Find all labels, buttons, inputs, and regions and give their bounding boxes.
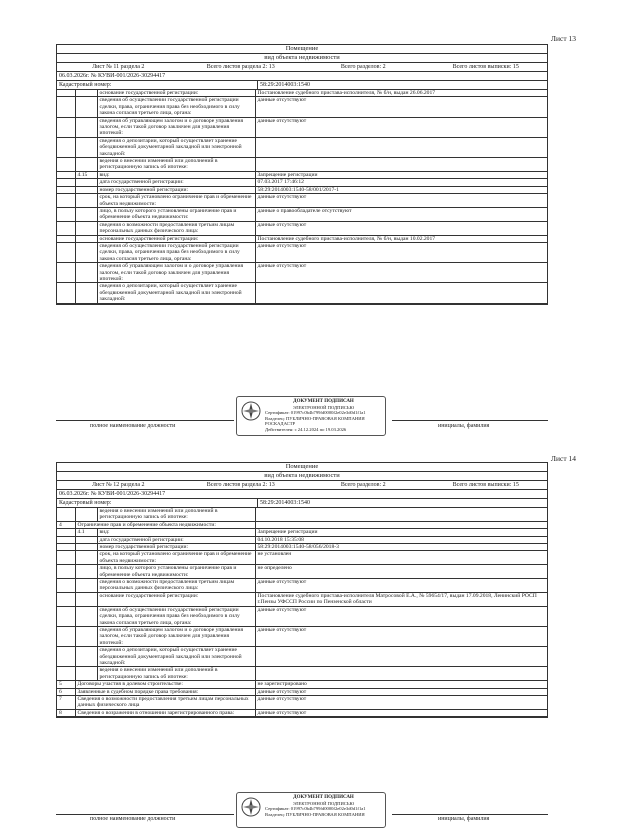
table-row xyxy=(57,179,547,186)
value-cell: данные отсутствуют xyxy=(255,194,547,208)
stamp-owner: Владелец: ПУБЛИЧНО-ПРАВОВАЯ КОМПАНИЯ xyxy=(265,811,365,817)
e-signature-stamp xyxy=(236,792,386,828)
field-label-cell: срок, на который установлено ограничение прав и обременение объекта недвижимости: xyxy=(97,551,255,565)
value-cell xyxy=(255,508,547,521)
value-cell: Запрещение регистрации xyxy=(255,171,547,178)
signature-position-label: полное наименование должности xyxy=(90,423,176,429)
section-number-cell xyxy=(57,536,75,543)
table-row xyxy=(57,606,547,626)
section-total: Всего листов раздела 2: 13 xyxy=(206,64,275,70)
table-row xyxy=(57,626,547,646)
field-label-cell: сведения об управляющем залогом и о договоре управления залогом, если такой договор заключен для управления ипотекой: xyxy=(97,263,255,283)
table-row xyxy=(57,235,547,242)
field-label-cell: ведения о внесении изменений или дополнений в регистрационную запись об ипотеке: xyxy=(97,158,255,172)
section-number-cell xyxy=(57,207,75,221)
field-label-cell: сведения об осуществлении государственной регистрации сделки, права, ограничения права без необходимого в силу закона согласия третьего лица, органа: xyxy=(97,606,255,626)
extract-reference: 06.03.2026г. № КУВИ-001/2026-30294417 xyxy=(57,490,547,499)
entry-number-cell xyxy=(75,579,97,593)
cadastral-number: 58:29:2014003:1540 xyxy=(260,82,311,88)
signature-line-left xyxy=(56,420,234,421)
value-cell xyxy=(255,667,547,681)
section-number-cell: 8 xyxy=(57,709,75,716)
value-cell: данные о правообладателе отсутствуют xyxy=(255,207,547,221)
section-total: Всего листов раздела 2: 13 xyxy=(206,482,275,488)
entry-number-cell xyxy=(75,179,97,186)
value-cell xyxy=(255,647,547,667)
extract-page xyxy=(56,462,548,718)
section-number-cell xyxy=(57,263,75,283)
entry-number-cell xyxy=(75,207,97,221)
entry-number-cell xyxy=(75,283,97,303)
field-label-cell: сведения о депозитарии, который осуществляет хранение обездвиженной документарной закладной или электронной закладной: xyxy=(97,283,255,303)
table-row xyxy=(57,207,547,221)
entry-number-cell xyxy=(75,667,97,681)
field-label-cell: основание государственной регистрации: xyxy=(97,90,255,97)
table-row xyxy=(57,688,547,695)
field-label-cell: сведения об управляющем залогом и о договоре управления залогом, если такой договор заключен для управления ипотекой: xyxy=(97,117,255,137)
entry-number-cell xyxy=(75,194,97,208)
value-cell: данные отсутствуют xyxy=(255,709,547,716)
entry-number-cell xyxy=(75,551,97,565)
cadastral-row xyxy=(57,499,547,508)
sheet-number: Лист 13 xyxy=(550,34,576,43)
field-label-cell: основание государственной регистрации: xyxy=(97,592,255,606)
table-row xyxy=(57,529,547,536)
value-cell: не установлен xyxy=(255,551,547,565)
section-number-cell xyxy=(57,179,75,186)
entry-number-cell: 4.1 xyxy=(75,529,97,536)
entry-number-cell xyxy=(75,117,97,137)
signature-name-label: инициалы, фамилия xyxy=(438,423,490,429)
value-cell: данные отсутствуют xyxy=(255,626,547,646)
value-cell: данные отсутствуют xyxy=(255,263,547,283)
entry-number-cell xyxy=(75,592,97,606)
value-cell: данные отсутствуют xyxy=(255,606,547,626)
field-label-cell: ведения о внесении изменений или дополнений в регистрационную запись об ипотеке: xyxy=(97,508,255,521)
table-row xyxy=(57,221,547,235)
entry-number-cell xyxy=(75,90,97,97)
field-label-cell: дата государственной регистрации: xyxy=(97,536,255,543)
stamp-owner-name: РОСКАДАСТР xyxy=(265,421,296,427)
entry-number-cell xyxy=(75,536,97,543)
signature-line-right xyxy=(392,814,548,815)
entry-number-cell xyxy=(75,263,97,283)
stamp-certificate: Сертификат: 01997c0b4b799fd0000f2e02e3d0d1f1a1 xyxy=(265,410,366,416)
section-sheet: Лист № 12 раздела 2 xyxy=(91,482,145,488)
table-row xyxy=(57,695,547,709)
table-row xyxy=(57,565,547,579)
table-row xyxy=(57,667,547,681)
table-row xyxy=(57,186,547,193)
value-cell: Постановление судебного пристава-исполнителя, № б/н, выдан 10.02.2017 xyxy=(255,235,547,242)
entry-number-cell xyxy=(75,186,97,193)
cadastral-row xyxy=(57,81,547,90)
entry-number-cell xyxy=(75,137,97,157)
section-number-cell xyxy=(57,171,75,178)
field-label-cell: ведения о внесении изменений или дополнений в регистрационную запись об ипотеке: xyxy=(97,667,255,681)
table-row xyxy=(57,709,547,716)
table-row xyxy=(57,263,547,283)
field-label-cell: сведения об осуществлении государственной регистрации сделки, права, ограничения права без необходимого в силу закона согласия третьего лица, органа: xyxy=(97,242,255,262)
table-row xyxy=(57,242,547,262)
cadastral-number: 58:29:2014003:1540 xyxy=(260,500,311,506)
value-cell: Постановление судебного пристава-исполнителя Матросовой Е.А., № 59654/17, выдан 17.09.2018, Ленинский РОСП г.Пензы УФССП России по Пензенской области xyxy=(255,592,547,606)
emblem-icon xyxy=(241,797,261,817)
section-number-cell xyxy=(57,186,75,193)
section-number-cell xyxy=(57,221,75,235)
value-cell xyxy=(255,283,547,303)
cadastral-label: Кадастровый номер: xyxy=(57,499,258,507)
value-cell: данные отсутствуют xyxy=(255,117,547,137)
table-row xyxy=(57,137,547,157)
value-cell: данные отсутствуют xyxy=(255,242,547,262)
sections-count: Всего разделов: 2 xyxy=(340,64,386,70)
section-number-cell xyxy=(57,235,75,242)
section-number-cell xyxy=(57,626,75,646)
record-table xyxy=(57,90,547,304)
table-row xyxy=(57,579,547,593)
object-subtitle: вид объекта недвижимости xyxy=(57,472,547,481)
stamp-subtitle: ЭЛЕКТРОННОЙ ПОДПИСЬЮ xyxy=(292,404,355,410)
section-number-cell xyxy=(57,592,75,606)
stamp-title: ДОКУМЕНТ ПОДПИСАН xyxy=(293,399,354,404)
section-title-cell: Сведения о возможности предоставления третьим лицам персональных данных физического лица xyxy=(75,695,255,709)
value-cell: 58:29:2014003:1540-58/056/2018-3 xyxy=(255,544,547,551)
extract-page xyxy=(56,44,548,305)
table-row xyxy=(57,171,547,178)
section-title-cell: Сведения о возражении в отношении зарегистрированного права: xyxy=(75,709,255,716)
table-row xyxy=(57,90,547,97)
entry-number-cell xyxy=(75,158,97,172)
field-label-cell: сведения о возможности предоставления третьим лицам персональных данных физического лица: xyxy=(97,221,255,235)
record-table xyxy=(57,508,547,717)
section-number-cell xyxy=(57,565,75,579)
value-cell: данные отсутствуют xyxy=(255,688,547,695)
table-row xyxy=(57,551,547,565)
e-signature-stamp xyxy=(236,396,386,436)
sheet-meta xyxy=(57,481,547,490)
table-row xyxy=(57,508,547,521)
entry-number-cell xyxy=(75,508,97,521)
table-row xyxy=(57,194,547,208)
object-subtitle: вид объекта недвижимости xyxy=(57,54,547,63)
extract-reference: 06.03.2026г. № КУВИ-001/2026-30294417 xyxy=(57,72,547,81)
table-row xyxy=(57,158,547,172)
section-title-cell: Заявленные в судебном порядке права требования: xyxy=(75,688,255,695)
entry-number-cell xyxy=(75,647,97,667)
value-cell: 58:29:2014003:1540-58/001/2017-1 xyxy=(255,186,547,193)
signature-line-right xyxy=(392,420,548,421)
field-label-cell: сведения о депозитарии, который осуществляет хранение обездвиженной документарной закладной или электронной закладной: xyxy=(97,137,255,157)
stamp-owner: Владелец: ПУБЛИЧНО-ПРАВОВАЯ КОМПАНИЯ xyxy=(265,415,365,421)
sections-count: Всего разделов: 2 xyxy=(340,482,386,488)
table-row xyxy=(57,283,547,303)
stamp-validity: Действителен: с 24.12.2024 по 19.03.2026 xyxy=(265,426,347,432)
section-number-cell xyxy=(57,242,75,262)
section-sheet: Лист № 11 раздела 2 xyxy=(92,64,145,70)
section-number-cell: 7 xyxy=(57,695,75,709)
section-number-cell xyxy=(57,137,75,157)
section-number-cell xyxy=(57,579,75,593)
entry-number-cell xyxy=(75,565,97,579)
extract-total: Всего листов выписки: 15 xyxy=(452,482,519,488)
table-row xyxy=(57,97,547,117)
section-number-cell xyxy=(57,544,75,551)
section-title-cell: Ограничение прав и обременение объекта недвижимости: xyxy=(75,521,255,528)
entry-number-cell xyxy=(75,221,97,235)
field-label-cell: основание государственной регистрации: xyxy=(97,235,255,242)
emblem-icon xyxy=(241,401,261,421)
field-label-cell: вид: xyxy=(97,171,255,178)
value-cell: данные отсутствуют xyxy=(255,579,547,593)
value-cell xyxy=(255,137,547,157)
section-number-cell xyxy=(57,551,75,565)
field-label-cell: дата государственной регистрации: xyxy=(97,179,255,186)
stamp-title: ДОКУМЕНТ ПОДПИСАН xyxy=(293,795,354,800)
section-number-cell: 6 xyxy=(57,688,75,695)
table-row xyxy=(57,117,547,137)
signature-line-left xyxy=(56,814,234,815)
table-row xyxy=(57,544,547,551)
entry-number-cell xyxy=(75,606,97,626)
value-cell: не зарегистрировано xyxy=(255,681,547,688)
section-title-cell: Договоры участия в долевом строительстве: xyxy=(75,681,255,688)
field-label-cell: сведения об осуществлении государственной регистрации сделки, права, ограничения права без необходимого в силу закона согласия третьего лица, органа: xyxy=(97,97,255,117)
extract-total: Всего листов выписки: 15 xyxy=(452,64,519,70)
entry-number-cell xyxy=(75,544,97,551)
section-number-cell xyxy=(57,667,75,681)
section-number-cell xyxy=(57,283,75,303)
value-cell: данные отсутствуют xyxy=(255,97,547,117)
field-label-cell: номер государственной регистрации: xyxy=(97,186,255,193)
value-cell: данные отсутствуют xyxy=(255,221,547,235)
stamp-certificate: Сертификат: 01997c0b4b799fd0000f2e02e3d0d1f1a1 xyxy=(265,806,366,812)
entry-number-cell: 4.15 xyxy=(75,171,97,178)
signature-name-label: инициалы, фамилия xyxy=(438,816,490,822)
value-cell: Постановление судебного пристава-исполнителя, № б/н, выдан 26.06.2017 xyxy=(255,90,547,97)
signature-position-label: полное наименование должности xyxy=(90,816,176,822)
table-row xyxy=(57,521,547,528)
object-title: Помещение xyxy=(57,463,547,472)
table-row xyxy=(57,647,547,667)
object-title: Помещение xyxy=(57,45,547,54)
value-cell xyxy=(255,158,547,172)
section-number-cell xyxy=(57,606,75,626)
value-cell: данные отсутствуют xyxy=(255,695,547,709)
section-number-cell xyxy=(57,647,75,667)
section-number-cell xyxy=(57,117,75,137)
section-number-cell xyxy=(57,97,75,117)
table-row xyxy=(57,536,547,543)
field-label-cell: вид: xyxy=(97,529,255,536)
field-label-cell: номер государственной регистрации: xyxy=(97,544,255,551)
field-label-cell: сведения о возможности предоставления третьим лицам персональных данных физического лица: xyxy=(97,579,255,593)
field-label-cell: лицо, в пользу которого установлены ограничение прав и обременение объекта недвижимости: xyxy=(97,565,255,579)
entry-number-cell xyxy=(75,626,97,646)
entry-number-cell xyxy=(75,235,97,242)
section-number-cell xyxy=(57,529,75,536)
value-cell xyxy=(255,521,547,528)
section-number-cell: 5 xyxy=(57,681,75,688)
entry-number-cell xyxy=(75,97,97,117)
value-cell: 04.10.2018 15:35:08 xyxy=(255,536,547,543)
value-cell: Запрещение регистрации xyxy=(255,529,547,536)
field-label-cell: срок, на который установлено ограничение прав и обременение объекта недвижимости: xyxy=(97,194,255,208)
value-cell: 07.03.2017 17:46:12 xyxy=(255,179,547,186)
table-row xyxy=(57,592,547,606)
sheet-meta xyxy=(57,63,547,72)
field-label-cell: лицо, в пользу которого установлены ограничение прав и обременение объекта недвижимости: xyxy=(97,207,255,221)
cadastral-label: Кадастровый номер: xyxy=(57,81,258,89)
section-number-cell xyxy=(57,508,75,521)
entry-number-cell xyxy=(75,242,97,262)
field-label-cell: сведения о депозитарии, который осуществляет хранение обездвиженной документарной закладной или электронной закладной: xyxy=(97,647,255,667)
section-number-cell xyxy=(57,90,75,97)
sheet-number: Лист 14 xyxy=(550,454,576,463)
section-number-cell: 4 xyxy=(57,521,75,528)
table-row xyxy=(57,681,547,688)
stamp-subtitle: ЭЛЕКТРОННОЙ ПОДПИСЬЮ xyxy=(292,800,355,806)
section-number-cell xyxy=(57,158,75,172)
value-cell: не определено xyxy=(255,565,547,579)
field-label-cell: сведения об управляющем залогом и о договоре управления залогом, если такой договор заключен для управления ипотекой: xyxy=(97,626,255,646)
section-number-cell xyxy=(57,194,75,208)
